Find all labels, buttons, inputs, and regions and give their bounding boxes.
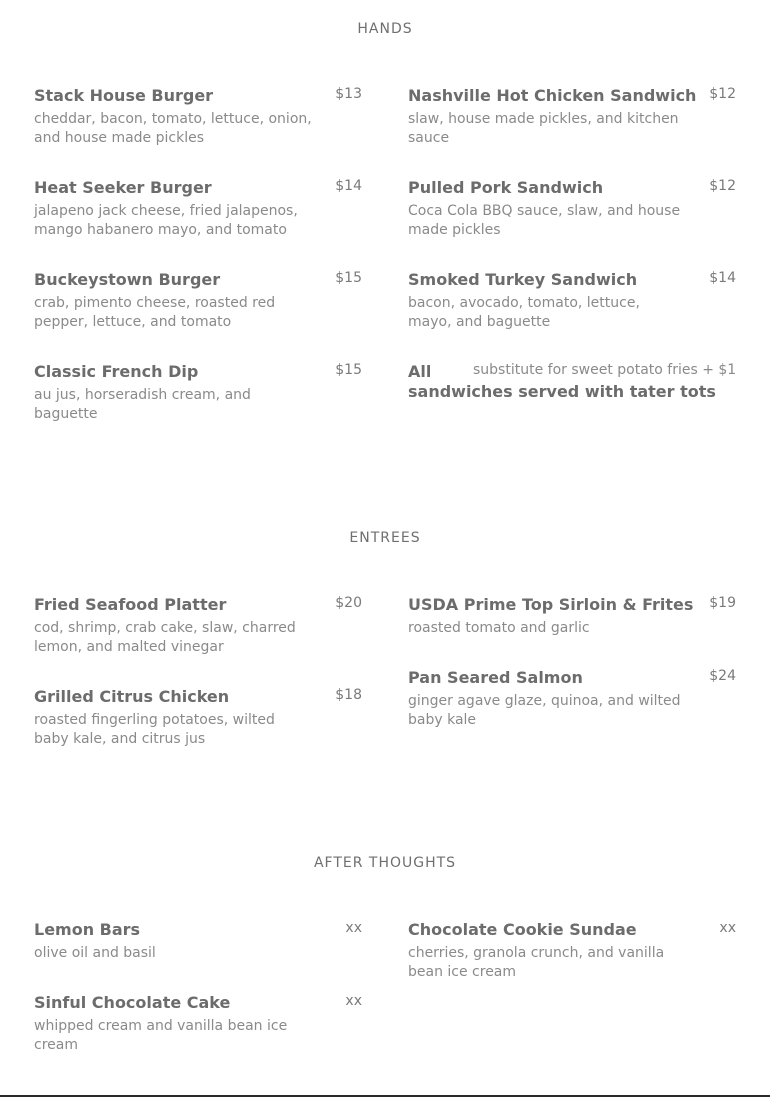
menu-item [34,993,362,1055]
menu-item-name: Stack House Burger [34,86,214,105]
menu-item [34,362,362,424]
menu-item [408,270,736,332]
menu-item-name: Chocolate Cookie Sundae [408,920,637,939]
menu-item [34,86,362,148]
menu-item [34,687,362,749]
menu-item-price: $15 [335,270,362,286]
menu-item-description: crab, pimento cheese, roasted red pepper, lettuce, and tomato [34,295,276,330]
menu-item [34,920,362,963]
section-title-hands: HANDS [357,21,413,37]
menu-item-price: $20 [335,595,362,611]
menu-item-name: Pan Seared Salmon [408,668,583,687]
menu-item-price: $12 [709,86,736,102]
menu-item-description: whipped cream and vanilla bean ice cream [34,1018,288,1053]
menu-item-description: olive oil and basil [34,945,156,961]
menu-item-price: $24 [709,668,736,684]
menu-item [34,270,362,332]
menu-item-name: Lemon Bars [34,920,141,939]
menu-item [408,668,736,730]
note-all-label: All [408,362,432,381]
section-title-after-thoughts: AFTER THOUGHTS [313,855,457,871]
menu-item-name: Sinful Chocolate Cake [34,993,231,1012]
menu-item-price: $18 [335,687,362,703]
menu-item-description: jalapeno jack cheese, fried jalapenos, mango habanero mayo, and tomato [34,203,298,238]
menu-item-price: $19 [709,595,736,611]
menu-item [408,178,736,240]
menu-item-price: xx [345,920,362,936]
menu-item-name: Fried Seafood Platter [34,595,227,614]
menu-item-price: $12 [709,178,736,194]
menu-item-name: Pulled Pork Sandwich [408,178,604,197]
menu-item-name: Heat Seeker Burger [34,178,212,197]
menu-item-description: ginger agave glaze, quinoa, and wilted baby kale [408,693,681,728]
menu-item-name: Grilled Citrus Chicken [34,687,230,706]
menu-item [408,86,736,148]
menu-item-description: Coca Cola BBQ sauce, slaw, and house made pickles [408,203,681,238]
menu-item-name: Buckeystown Burger [34,270,221,289]
menu-item-price: $13 [335,86,362,102]
menu-item [408,595,736,638]
menu-item-price: xx [345,993,362,1009]
menu-item-description: slaw, house made pickles, and kitchen sauce [408,111,679,146]
note-substitute-text: substitute for sweet potato fries + $1 [473,362,737,378]
menu-item-name: USDA Prime Top Sirloin & Frites [408,595,694,614]
menu-item [34,595,362,657]
menu-item-price: xx [719,920,736,936]
menu-item-description: cherries, granola crunch, and vanilla bean ice cream [408,945,665,980]
menu-item-description: au jus, horseradish cream, and baguette [34,387,251,422]
menu-item-description: roasted fingerling potatoes, wilted baby kale, and citrus jus [34,712,275,747]
note-tater-tots-text: sandwiches served with tater tots [408,382,716,401]
menu-item [408,920,736,982]
menu-item-name: Classic French Dip [34,362,199,381]
menu-item-name: Nashville Hot Chicken Sandwich [408,86,697,105]
menu-item-description: bacon, avocado, tomato, lettuce, mayo, and baguette [408,295,640,330]
menu-item-price: $15 [335,362,362,378]
menu-item [34,178,362,240]
menu-item-name: Smoked Turkey Sandwich [408,270,638,289]
menu-item-description: cod, shrimp, crab cake, slaw, charred lemon, and malted vinegar [34,620,296,655]
menu-item-description: roasted tomato and garlic [408,620,590,636]
section-title-entrees: ENTREES [349,530,421,546]
menu-item-price: $14 [709,270,736,286]
sides-note [408,362,736,401]
menu-item-description: cheddar, bacon, tomato, lettuce, onion, and house made pickles [34,111,312,146]
menu-item-price: $14 [335,178,362,194]
